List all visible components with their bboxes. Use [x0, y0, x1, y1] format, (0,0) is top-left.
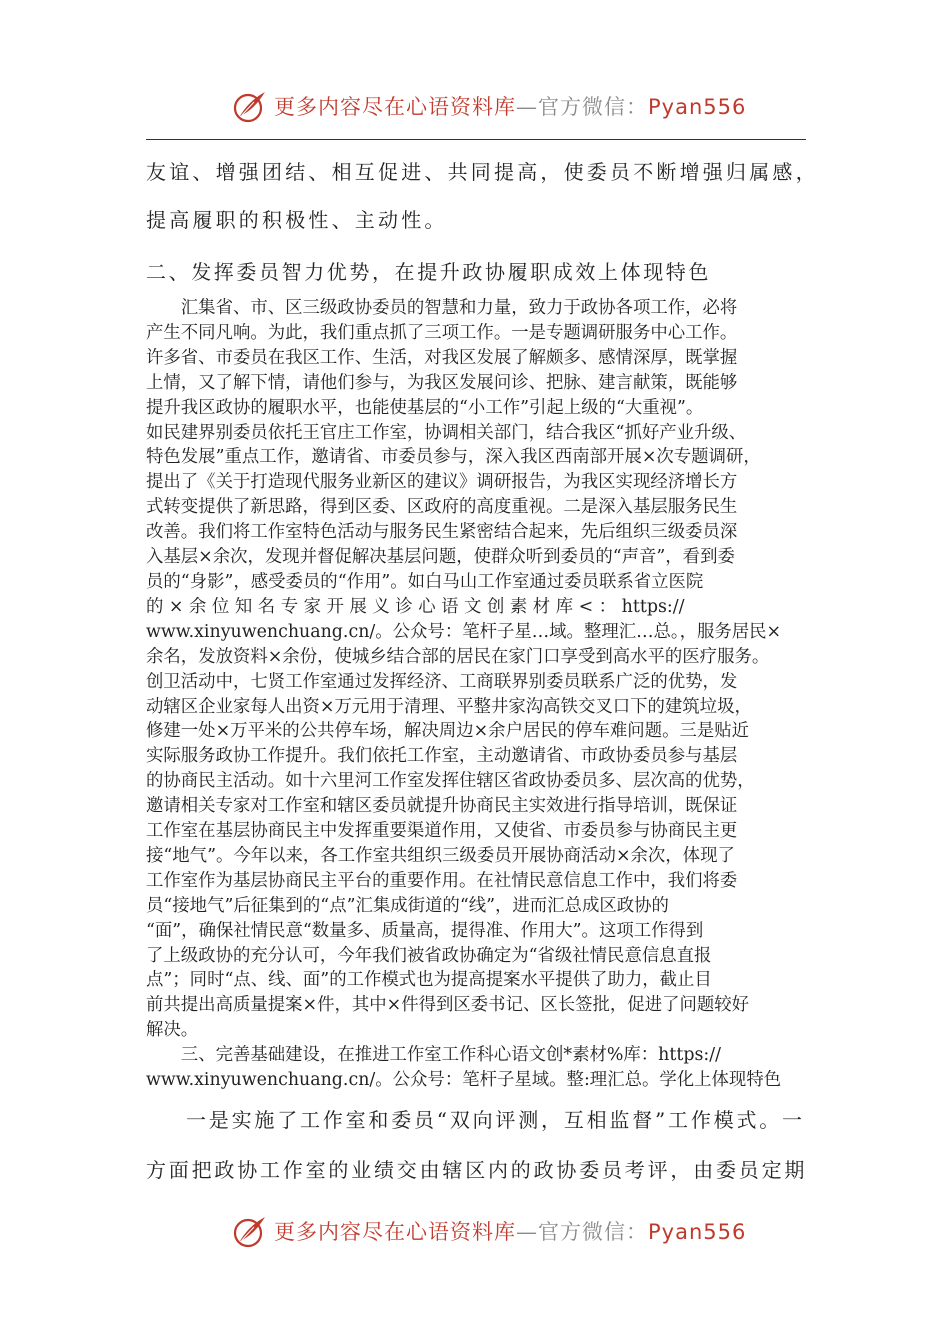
section-heading-3	[146, 1043, 806, 1093]
banner-handle: Pyan556	[648, 95, 747, 119]
banner-suffix: 官方微信：	[538, 1220, 648, 1244]
header-banner	[0, 84, 950, 128]
body-line: 前共提出高质量提案×件，其中×件得到区委书记、区长签批，促进了问题较好	[146, 995, 750, 1016]
text-line-bottom-1: 一是实施了工作室和委员“双向评测，互相监督”工作模式。一	[186, 1108, 805, 1132]
body-line: 入基层×余次，发现并督促解决基层问题，使群众听到委员的“声音”，看到委	[146, 547, 735, 568]
text-line-bottom-2: 方面把政协工作室的业绩交由辖区内的政协委员考评，由委员定期	[146, 1158, 808, 1182]
body-line: 汇集省、市、区三级政协委员的智慧和力量，致力于政协各项工作，必将	[146, 298, 738, 318]
section-heading-2: 二、发挥委员智力优势，在提升政协履职成效上体现特色	[146, 260, 711, 284]
body-line: 修建一处×万平米的公共停车场，解决周边×余户居民的停车难问题。三是贴近	[146, 721, 750, 742]
banner-suffix: 官方微信：	[538, 95, 648, 119]
body-line: “面”，确保社情民意“数量多、质量高，提得准、作用大”。这项工作得到	[146, 920, 704, 941]
body-line: 创卫活动中，七贤工作室通过发挥经济、工商联界别委员联系广泛的优势，发	[146, 671, 738, 692]
body-line: 解决。	[146, 1020, 199, 1041]
banner-handle: Pyan556	[648, 1220, 747, 1244]
body-line: 如民建界别委员依托王官庄工作室，协调相关部门，结合我区“抓好产业升级、	[146, 422, 747, 443]
heading3-line: 三、完善基础建设，在推进工作室工作科心语文创*素材%库：https://	[180, 1045, 721, 1065]
body-line: 员的“身影”，感受委员的“作用”。如白马山工作室通过委员联系省立医院	[146, 571, 704, 592]
body-line: 提出了《关于打造现代服务业新区的建议》调研报告，为我区实现经济增长方	[146, 472, 738, 493]
header-divider	[146, 139, 806, 140]
body-paragraph	[146, 296, 806, 1043]
banner-text	[274, 1216, 746, 1246]
body-line: 余名，发放资料×余份，使城乡结合部的居民在家门口享受到高水平的医疗服务。	[146, 646, 770, 667]
footer-banner	[0, 1209, 950, 1253]
body-line: 员“接地气”后征集到的“点”汇集成街道的“线”，进而汇总成区政协的	[146, 895, 669, 916]
body-line: 提升我区政协的履职水平，也能使基层的“小工作”引起上级的“大重视”。	[146, 397, 704, 418]
body-line: 点”；同时“点、线、面”的工作模式也为提高提案水平提供了助力，截止目	[146, 970, 712, 991]
heading3-line: www.xinyuwenchuang.cn/。公众号：笔杆子星域。整:理汇总。学化上体现特色	[146, 1069, 782, 1090]
body-line: 特色发展”重点工作，邀请省、市委员参与，深入我区西南部开展×次专题调研，	[146, 447, 761, 468]
body-line: 产生不同凡响。为此，我们重点抓了三项工作。一是专题调研服务中心工作。	[146, 322, 738, 343]
body-line: 了上级政协的充分认可，今年我们被省政协确定为“省级社情民意信息直报	[146, 945, 712, 966]
body-line: 动辖区企业家每人出资×万元用于清理、平整井家沟高铁交叉口下的建筑垃圾，	[146, 696, 752, 717]
quill-logo-icon	[232, 88, 268, 124]
body-line: 的 × 余 位 知 名 专 家 开 展 义 诊 心 语 文 创 素 材 库 < ： https://	[146, 596, 685, 617]
text-line-2: 提高履职的积极性、主动性。	[146, 208, 448, 232]
quill-logo-icon	[232, 1213, 268, 1249]
body-line: 许多省、市委员在我区工作、生活，对我区发展了解颇多、感情深厚，既掌握	[146, 347, 738, 368]
body-line: 的协商民主活动。如十六里河工作室发挥住辖区省政协委员多、层次高的优势，	[146, 771, 755, 792]
banner-prefix: 更多内容尽在心语资料库	[274, 1220, 516, 1244]
body-line: 式转变提供了新思路，得到区委、区政府的高度重视。二是深入基层服务民生	[146, 497, 738, 518]
body-line: 邀请相关专家对工作室和辖区委员就提升协商民主实效进行指导培训，既保证	[146, 796, 738, 817]
body-line: www.xinyuwenchuang.cn/。公众号：笔杆子星…域。整理汇…总。，服务居民×	[146, 621, 782, 642]
body-line: 接“地气”。今年以来，各工作室共组织三级委员开展协商活动×余次，体现了	[146, 845, 735, 866]
banner-dash: —	[516, 95, 538, 119]
text-line-1: 友谊、增强团结、相互促进、共同提高，使委员不断增强归属感，	[146, 160, 819, 184]
banner-prefix: 更多内容尽在心语资料库	[274, 95, 516, 119]
body-line: 改善。我们将工作室特色活动与服务民生紧密结合起来，先后组织三级委员深	[146, 522, 738, 543]
body-line: 实际服务政协工作提升。我们依托工作室，主动邀请省、市政协委员参与基层	[146, 746, 738, 767]
banner-dash: —	[516, 1220, 538, 1244]
body-line: 工作室作为基层协商民主平台的重要作用。在社情民意信息工作中，我们将委	[146, 870, 738, 891]
body-line: 上情，又了解下情，请他们参与，为我区发展问诊、把脉、建言献策，既能够	[146, 372, 738, 393]
banner-text	[274, 91, 746, 121]
body-line: 工作室在基层协商民主中发挥重要渠道作用，又使省、市委员参与协商民主更	[146, 821, 738, 842]
